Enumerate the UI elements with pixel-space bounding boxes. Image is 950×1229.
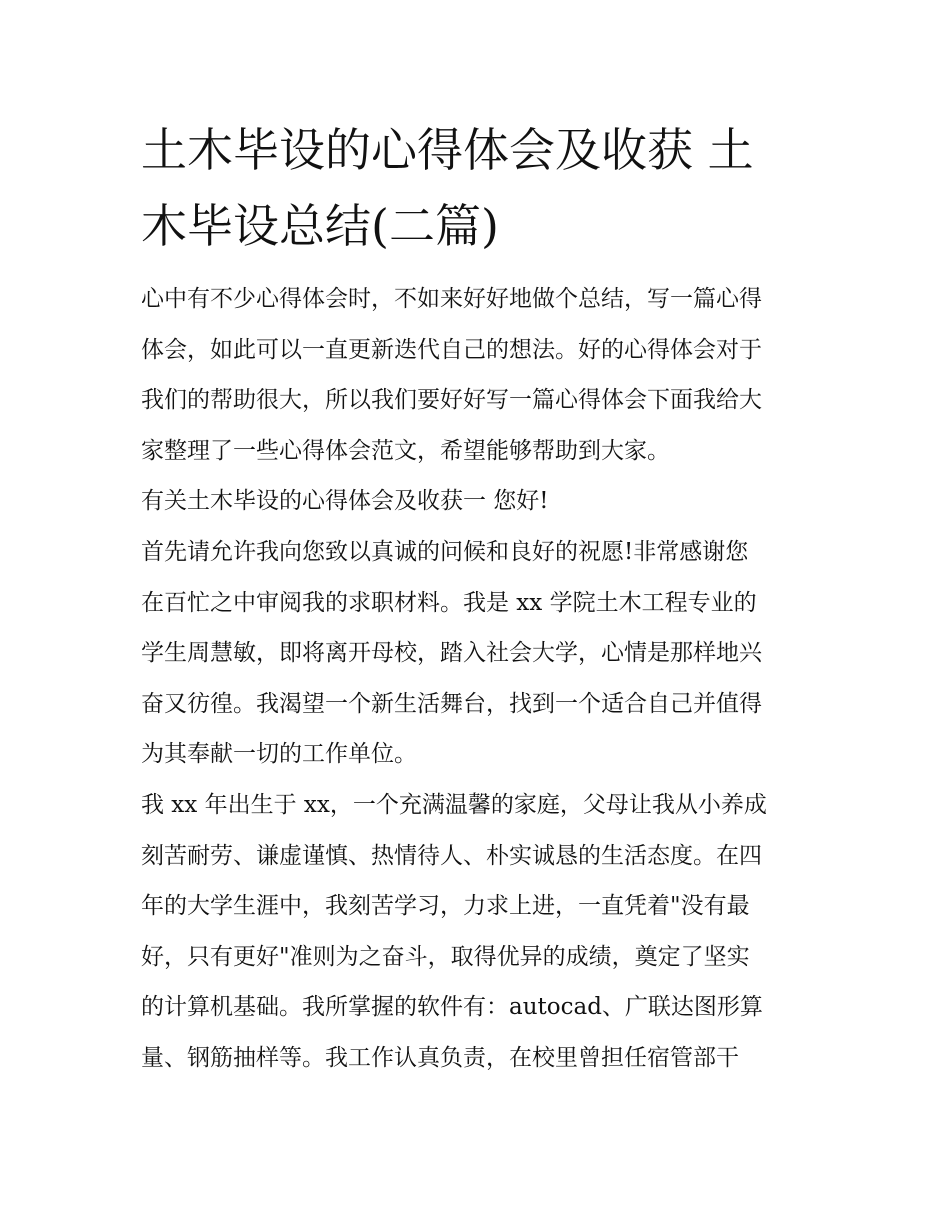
body-line: 心中有不少心得体会时，不如来好好地做个总结，写一篇心得 xyxy=(141,286,762,312)
body-line: 在百忙之中审阅我的求职材料。我是 xx 学院土木工程专业的 xyxy=(141,589,757,616)
body-line: 刻苦耐劳、谦虚谨慎、热情待人、朴实诚恳的生活态度。在四 xyxy=(141,842,762,869)
title-line: 土木毕设的心得体会及收获 土 xyxy=(141,123,754,177)
document-body xyxy=(141,274,813,1084)
body-line: 体会，如此可以一直更新迭代自己的想法。好的心得体会对于 xyxy=(141,336,762,363)
body-line: 有关土木毕设的心得体会及收获一 您好! xyxy=(141,488,549,515)
document-content xyxy=(141,112,813,1084)
title-line: 木毕设总结(二篇) xyxy=(141,199,499,253)
body-line: 家整理了一些心得体会范文，希望能够帮助到大家。 xyxy=(141,437,670,464)
document-title xyxy=(141,112,813,264)
body-line: 我们的帮助很大，所以我们要好好写一篇心得体会下面我给大 xyxy=(141,387,762,414)
body-line: 好，只有更好"准则为之奋斗，取得优异的成绩，奠定了坚实 xyxy=(141,943,750,970)
body-line: 为其奉献一切的工作单位。 xyxy=(141,741,417,768)
body-line: 量、钢筋抽样等。我工作认真负责，在校里曾担任宿管部干 xyxy=(141,1044,739,1071)
body-line: 首先请允许我向您致以真诚的问候和良好的祝愿!非常感谢您 xyxy=(141,538,749,565)
body-line: 奋又彷徨。我渴望一个新生活舞台，找到一个适合自己并值得 xyxy=(141,690,762,717)
body-line: 学生周慧敏，即将离开母校，踏入社会大学，心情是那样地兴 xyxy=(141,640,762,667)
body-line: 年的大学生涯中，我刻苦学习，力求上进，一直凭着"没有最 xyxy=(141,893,750,920)
body-line: 的计算机基础。我所掌握的软件有：autocad、广联达图形算 xyxy=(141,994,763,1021)
body-line: 我 xx 年出生于 xx，一个充满温馨的家庭，父母让我从小养成 xyxy=(141,791,767,818)
